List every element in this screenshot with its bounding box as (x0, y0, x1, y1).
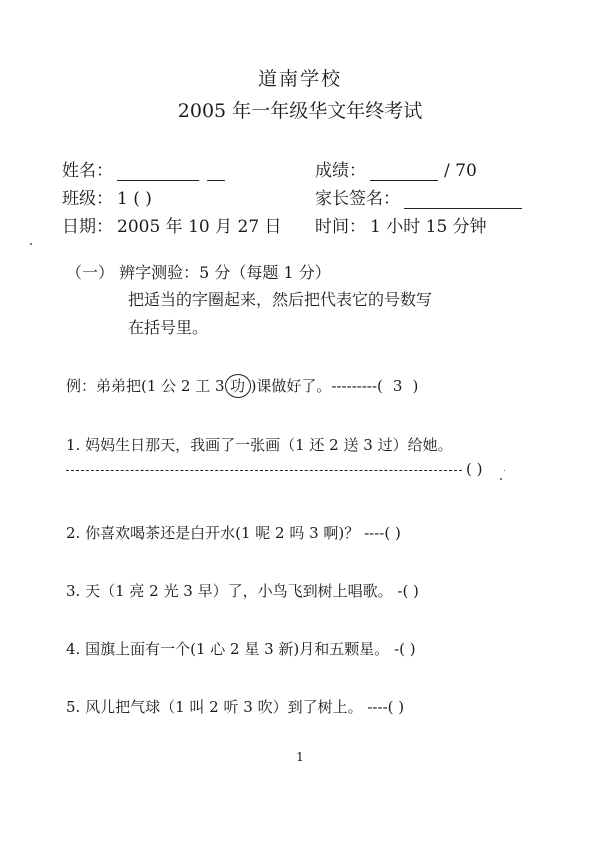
section-instruction-1: 把适当的字圈起来，然后把代表它的号数写 (128, 290, 433, 309)
question-text: 妈妈生日那天，我画了一张画（1 还 2 送 3 过）给她。 (85, 436, 453, 454)
question-number: 5. (66, 698, 81, 716)
example-suffix: )课做好了。---------( (250, 377, 383, 395)
school-name: 道南学校 (257, 68, 342, 90)
name-label: 姓名： (62, 161, 113, 181)
question-3 (66, 580, 419, 601)
scan-speck (30, 243, 32, 245)
score-blank[interactable] (370, 166, 438, 181)
leader-dashes (66, 470, 462, 471)
name-row (62, 156, 225, 181)
page-number: 1 (296, 750, 304, 764)
scan-speck (500, 478, 502, 480)
exam-title: 2005 年一年级华文年终考试 (177, 100, 423, 122)
question-number: 1. (66, 436, 81, 454)
class-row (62, 184, 152, 209)
leader-dashes: ---- (367, 698, 388, 716)
answer-paren[interactable]: ( ) (387, 698, 405, 716)
question-1-answer-line (66, 460, 482, 478)
time-row (315, 212, 487, 237)
time-value: 1 小时 15 分钟 (370, 217, 487, 237)
example-line (66, 374, 418, 398)
leader-dashes: - (394, 640, 400, 658)
score-total: / 70 (444, 161, 477, 181)
example-answer: 3 (392, 377, 403, 395)
scan-speck (504, 470, 505, 471)
answer-paren[interactable]: ( ) (402, 582, 419, 600)
question-text: 天（1 亮 2 光 3 早）了，小鸟飞到树上唱歌。 (85, 582, 393, 600)
question-number: 2. (66, 524, 81, 542)
date-label: 日期： (62, 217, 113, 237)
parent-sign-blank[interactable] (404, 194, 522, 209)
question-text: 风儿把气球（1 叫 2 听 3 吹）到了树上。 (85, 698, 363, 716)
question-text: 你喜欢喝茶还是白开水(1 呢 2 吗 3 啊)？ (85, 524, 360, 542)
leader-dashes: - (397, 582, 403, 600)
score-row (315, 156, 477, 181)
circled-answer: 功 (225, 374, 251, 398)
example-prefix: 例：弟弟把(1 公 2 工 3 (66, 377, 225, 395)
section-instruction-2: 在括号里。 (128, 318, 209, 337)
score-label: 成绩： (315, 161, 366, 181)
parent-sign-row (315, 184, 522, 209)
answer-paren[interactable]: ( ) (399, 640, 416, 658)
answer-paren[interactable]: ( ) (466, 460, 483, 478)
question-5 (66, 696, 404, 717)
date-value: 2005 年 10 月 27 日 (117, 217, 282, 237)
section-title: （一） 辨字测验：5 分（每题 1 分） (66, 263, 331, 282)
question-number: 4. (66, 640, 81, 658)
class-label: 班级： (62, 189, 113, 209)
time-label: 时间： (315, 217, 366, 237)
class-value[interactable]: 1 ( ) (117, 189, 152, 209)
question-text: 国旗上面有一个(1 心 2 星 3 新)月和五颗星。 (85, 640, 390, 658)
answer-paren[interactable]: ( ) (384, 524, 401, 542)
name-blank-extra (207, 166, 225, 181)
question-1 (66, 434, 453, 455)
question-2 (66, 522, 401, 543)
name-blank[interactable] (117, 166, 199, 181)
parent-sign-label: 家长签名： (315, 189, 400, 209)
question-4 (66, 638, 416, 659)
question-number: 3. (66, 582, 81, 600)
leader-dashes: ---- (364, 524, 385, 542)
date-row (62, 212, 282, 237)
example-close: ) (412, 377, 419, 395)
